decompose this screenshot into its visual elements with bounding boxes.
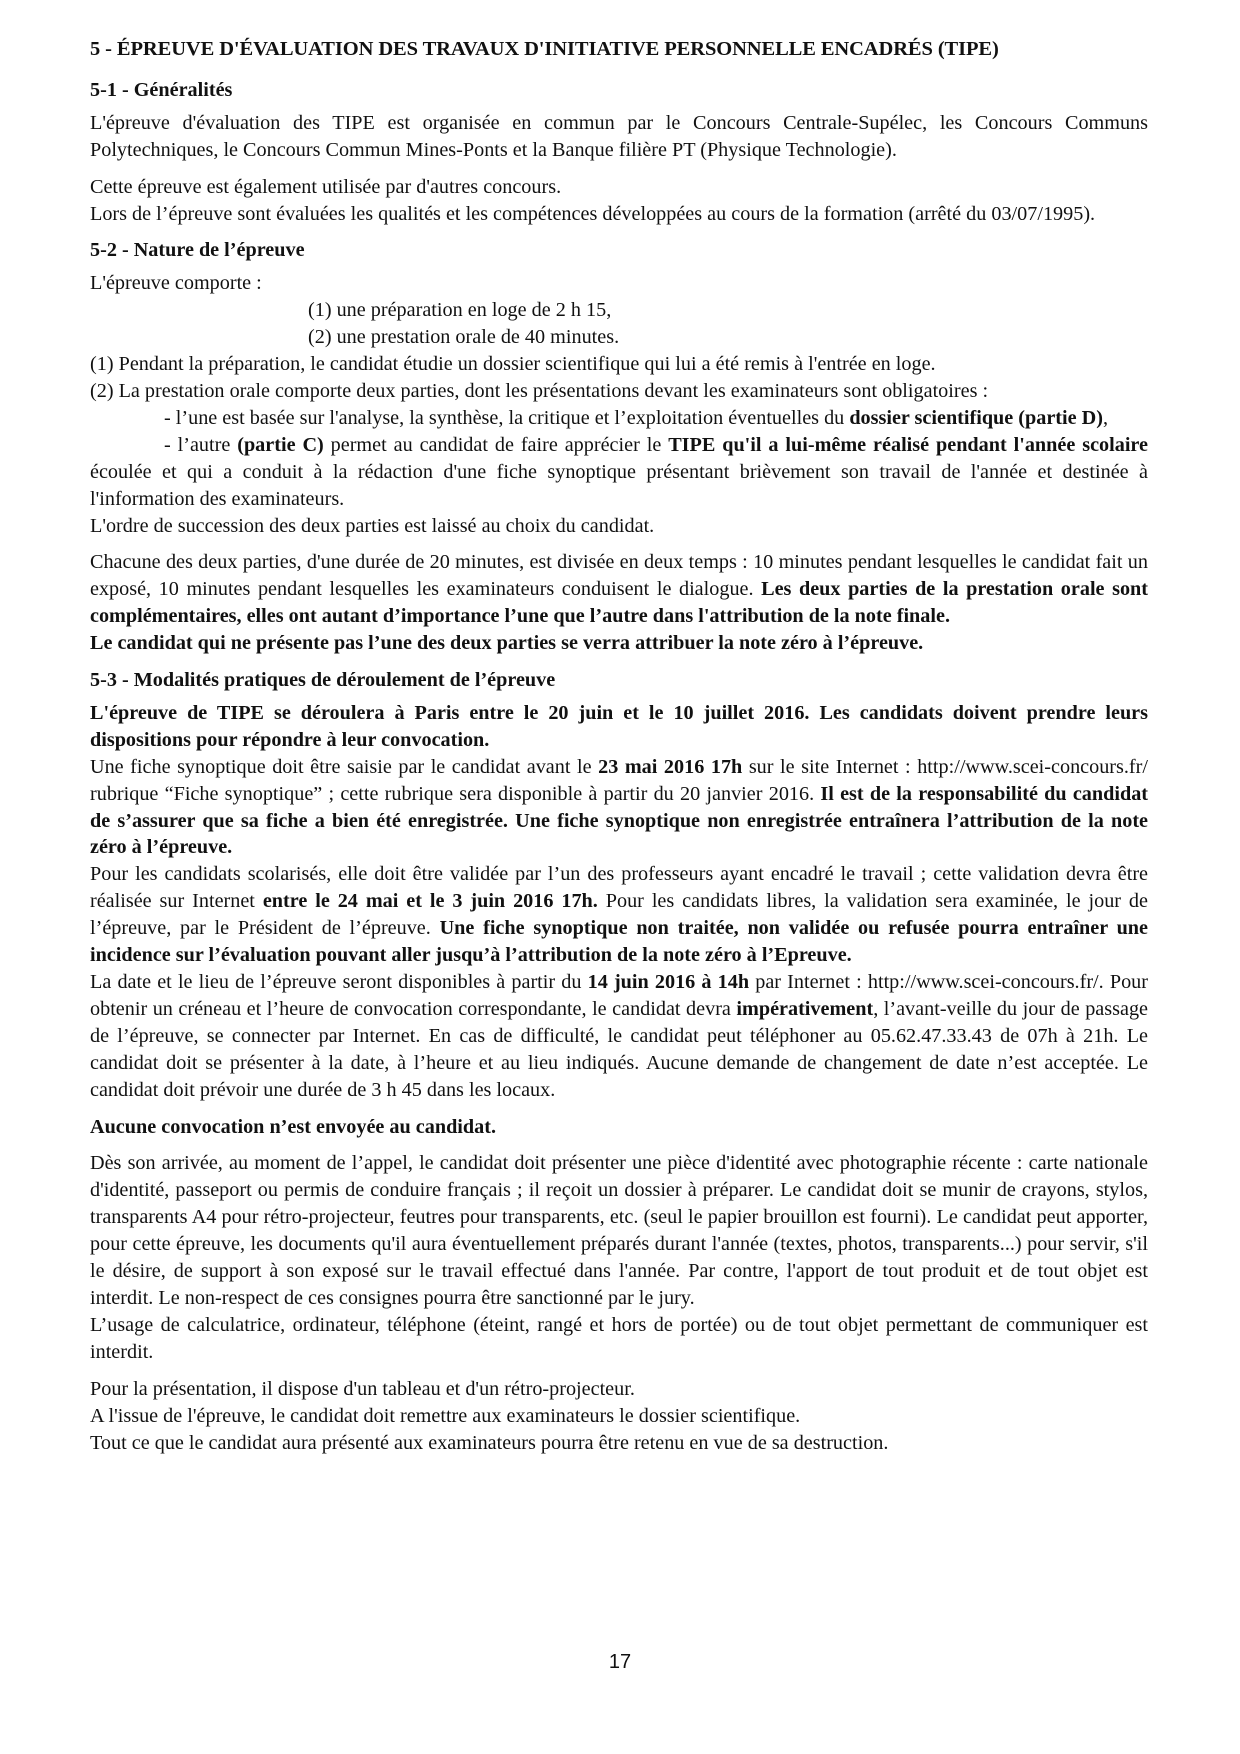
text: par Internet : http://www.scei-concours.fr/. Pour obtenir un créneau et l’heure de convocation correspondante, le candidat devra xyxy=(90,971,1148,1020)
paragraph: Cette épreuve est également utilisée par d'autres concours. xyxy=(90,175,562,198)
text: permet au candidat de faire apprécier le xyxy=(323,433,669,456)
dash-item-partie-c xyxy=(90,432,1148,513)
list-item: (1) une préparation en loge de 2 h 15, xyxy=(308,299,612,322)
bold-text: Il est de la responsabilité du candidat de s’assurer que sa fiche a bien été enregistrée. Une fiche synoptique non enregistrée entraînera l’attribution de la note zéro à l’épreuve. xyxy=(90,782,1149,859)
page-title: 5 - ÉPREUVE D'ÉVALUATION DES TRAVAUX D'INITIATIVE PERSONNELLE ENCADRÉS (TIPE) xyxy=(90,38,999,60)
paragraph: L’usage de calculatrice, ordinateur, téléphone (éteint, rangé et hors de portée) ou de tout objet permettant de communiquer est interdit. xyxy=(90,1313,1148,1363)
paragraph: Lors de l’épreuve sont évaluées les qualités et les compétences développées au cours de la formation (arrêté du 03/07/1995). xyxy=(90,202,1096,225)
section-heading-generalites: 5-1 - Généralités xyxy=(90,78,233,101)
bold-text: impérativement xyxy=(736,997,874,1020)
paragraph-bold xyxy=(90,700,1148,754)
section-heading-nature: 5-2 - Nature de l’épreuve xyxy=(90,239,305,262)
paragraph: (2) La prestation orale comporte deux parties, dont les présentations devant les examinateurs sont obligatoires : xyxy=(90,379,989,402)
text: - l’autre xyxy=(164,433,238,456)
bold-text: L'épreuve de TIPE se déroulera à Paris entre le 20 juin et le 10 juillet 2016. Les candidats doivent prendre leurs dispositions pour répondre à leur convocation. xyxy=(90,701,1148,751)
page-number: 17 xyxy=(608,1651,632,1673)
bold-text: entre le 24 mai et le 3 juin 2016 17h. xyxy=(262,890,598,913)
paragraph: A l'issue de l'épreuve, le candidat doit remettre aux examinateurs le dossier scientifique. xyxy=(90,1404,801,1427)
paragraph: L'épreuve comporte : xyxy=(90,272,262,295)
paragraph: Dès son arrivée, au moment de l’appel, le candidat doit présenter une pièce d'identité avec photographie récente : carte nationale d'identité, passeport ou permis de conduire français ; il reçoit un dossier à préparer. Le candidat doit se munir de crayons, stylos, transparents A4 pour rétro-projecteur, feutres pour transparents, etc. (seul le papier brouillon est fourni). Le candidat peut apporter, pour cette épreuve, les documents qu'il aura éventuellement préparés durant l'année (textes, photos, transparents...) pour servir, s'il le désire, de support à son exposé sur le travail effectué dans l'année. Par contre, l'apport de tout produit et de tout objet est interdit. Le non-respect de ces consignes pourra être sanctionné par le jury. xyxy=(90,1152,1148,1309)
text: , l’avant-veille du jour de passage de l’épreuve, se connecter par Internet. En cas de difficulté, le candidat peut téléphoner au 05.62.47.33.43 de 07h à 21h. Le candidat doit se présenter à la date, à l’heure et au lieu indiqués. Aucune demande de changement de date n’est acceptée. Le candidat doit prévoir une durée de 3 h 45 dans les locaux. xyxy=(90,997,1148,1101)
paragraph: L'ordre de succession des deux parties est laissé au choix du candidat. xyxy=(90,514,655,537)
paragraph: Tout ce que le candidat aura présenté aux examinateurs pourra être retenu en vue de sa destruction. xyxy=(90,1431,889,1454)
bold-text: Les deux parties de la prestation orale sont complémentaires, elles ont autant d’importance l’une que l’autre dans l'attribution de la note finale. xyxy=(90,578,1148,628)
paragraph xyxy=(90,861,1148,969)
paragraph-bold xyxy=(90,1114,1148,1141)
bold-text: TIPE qu'il a lui-même réalisé pendant l'année scolaire xyxy=(668,433,1148,456)
bold-text: (partie C) xyxy=(237,433,324,456)
list-item: (2) une prestation orale de 40 minutes. xyxy=(308,326,620,349)
text: , xyxy=(1102,406,1108,429)
paragraph: Pour la présentation, il dispose d'un tableau et d'un rétro-projecteur. xyxy=(90,1377,635,1400)
paragraph xyxy=(90,754,1148,862)
bold-text: 23 mai 2016 17h xyxy=(598,755,743,778)
paragraph: L'épreuve d'évaluation des TIPE est organisée en commun par le Concours Centrale-Supélec, les Concours Communs Polytechniques, le Concours Commun Mines-Ponts et la Banque filière PT (Physique Technologie). xyxy=(90,111,1148,161)
text: La date et le lieu de l’épreuve seront disponibles à partir du xyxy=(90,971,588,993)
paragraph: (1) Pendant la préparation, le candidat étudie un dossier scientifique qui lui a été remis à l'entrée en loge. xyxy=(90,353,936,376)
bold-text: Une fiche synoptique non traitée, non validée ou refusée pourra entraîner une incidence sur l’évaluation pouvant aller jusqu’à l’attribution de la note zéro à l’Epreuve. xyxy=(90,917,1148,967)
bold-text: 14 juin 2016 à 14h xyxy=(587,971,750,993)
text: - l’une est basée sur l'analyse, la synthèse, la critique et l’exploitation éventuelles du xyxy=(164,406,850,429)
text: Chacune des deux parties, d'une durée de 20 minutes, est divisée en deux temps : 10 minutes pendant lesquelles le candidat fait un exposé, 10 minutes pendant lesquelles les examinateurs conduisent le dialogue. xyxy=(90,551,1148,601)
text: Pour les candidats scolarisés, elle doit être validée par l’un des professeurs ayant encadré le travail ; cette validation devra être réalisée sur Internet xyxy=(90,863,1148,913)
bold-text: dossier scientifique (partie D) xyxy=(849,406,1103,429)
text: Une fiche synoptique doit être saisie par le candidat avant le xyxy=(90,755,599,778)
dash-item-partie-d xyxy=(90,405,1148,432)
text: écoulée et qui a conduit à la rédaction d'une fiche synoptique présentant brièvement son travail de l'année et destinée à l'information des examinateurs. xyxy=(90,460,1148,510)
bold-text: Le candidat qui ne présente pas l’une des deux parties se verra attribuer la note zéro à l’épreuve. xyxy=(90,632,924,655)
paragraph xyxy=(90,969,1148,1104)
text: sur le site Internet : http://www.scei-concours.fr/ rubrique “Fiche synoptique” ; cette rubrique sera disponible à partir du 20 janvier 2016. xyxy=(90,755,1148,805)
text: Pour les candidats libres, la validation sera examinée, le jour de l’épreuve, par le Président de l’épreuve. xyxy=(90,890,1148,940)
document-page xyxy=(90,36,1148,1456)
section-heading-modalites: 5-3 - Modalités pratiques de déroulement de l’épreuve xyxy=(90,669,556,692)
paragraph-bold xyxy=(90,630,1148,657)
paragraph xyxy=(90,549,1148,630)
bold-text: Aucune convocation n’est envoyée au candidat. xyxy=(90,1115,496,1138)
